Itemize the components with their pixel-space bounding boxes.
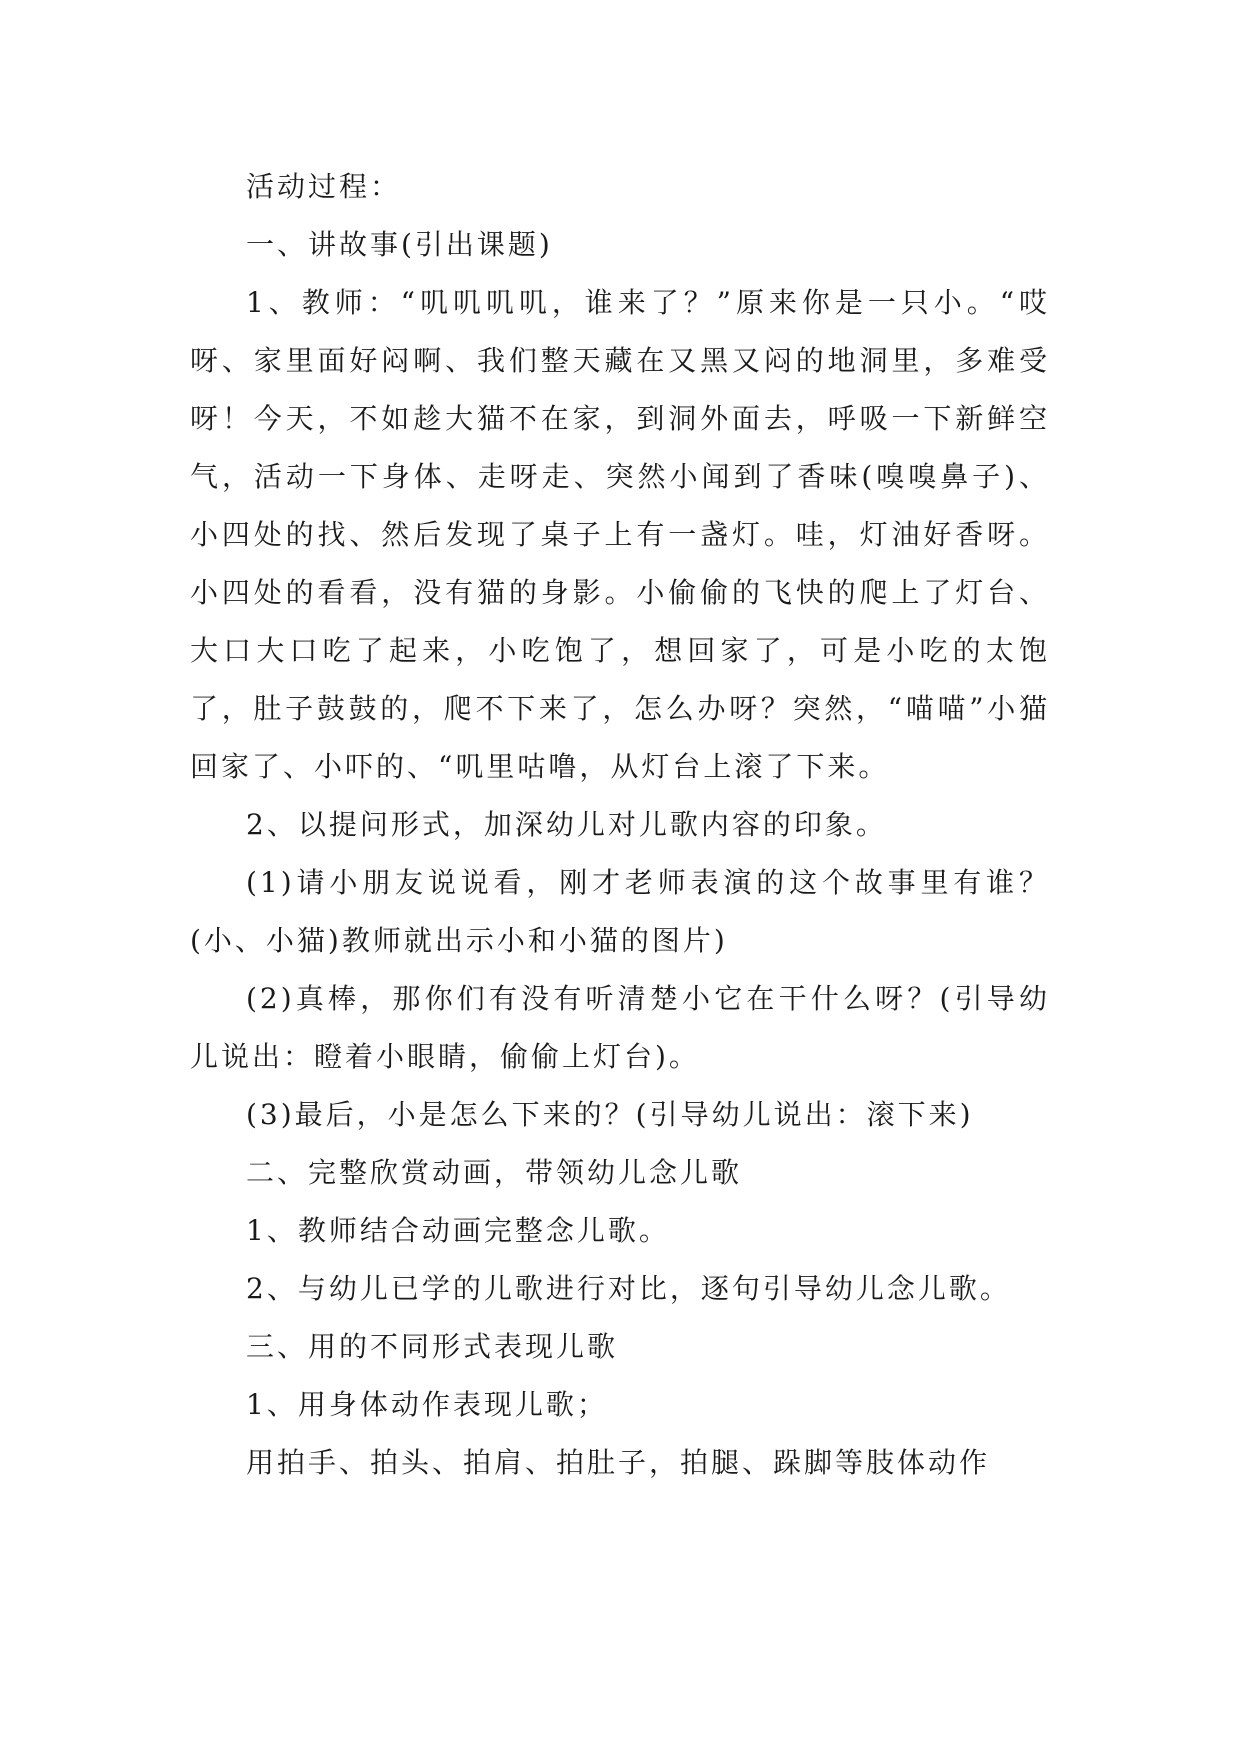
paragraph-section-3-heading: 三、用的不同形式表现儿歌 [246, 1330, 619, 1363]
paragraph-question-2: (2)真棒，那你们有没有听清楚小它在干什么呀？(引导幼儿说出：瞪着小眼睛，偷偷上灯台)。 [190, 982, 1050, 1073]
paragraph-story: 1、教师：“叽叽叽叽，谁来了？”原来你是一只小。“哎呀、家里面好闷啊、我们整天藏在又黑又闷的地洞里，多难受呀！今天，不如趁大猫不在家，到洞外面去，呼吸一下新鲜空气，活动一下身体、走呀走、突然小闻到了香味(嗅嗅鼻子)、小四处的找、然后发现了桌子上有一盏灯。哇，灯油好香呀。小四处的看看，没有猫的身影。小偷偷的飞快的爬上了灯台、大口大口吃了起来，小吃饱了，想回家了，可是小吃的太饱了，肚子鼓鼓的，爬不下来了，怎么办呀？突然，“喵喵”小猫回家了、小吓的、“叽里咕噜，从灯台上滚了下来。 [190, 286, 1050, 783]
paragraph-question-3: (3)最后，小是怎么下来的？(引导幼儿说出：滚下来) [246, 1098, 974, 1131]
paragraph-question-1: (1)请小朋友说说看，刚才老师表演的这个故事里有谁？(小、小猫)教师就出示小和小猫的图片) [190, 866, 1050, 957]
paragraph-section-2-item-1: 1、教师结合动画完整念儿歌。 [246, 1214, 670, 1247]
paragraph-section-2-heading: 二、完整欣赏动画，带领幼儿念儿歌 [246, 1156, 743, 1189]
paragraph-section-3-item-1: 1、用身体动作表现儿歌； [246, 1388, 608, 1421]
document-body [190, 158, 1050, 1492]
paragraph-question-intro: 2、以提问形式，加深幼儿对儿歌内容的印象。 [246, 808, 887, 841]
paragraph-section-1-heading: 一、讲故事(引出课题) [246, 228, 553, 261]
paragraph-body-movements: 用拍手、拍头、拍肩、拍肚子，拍腿、跺脚等肢体动作 [246, 1446, 991, 1479]
paragraph-activity-process: 活动过程： [246, 170, 402, 203]
paragraph-section-2-item-2: 2、与幼儿已学的儿歌进行对比，逐句引导幼儿念儿歌。 [246, 1272, 1011, 1305]
